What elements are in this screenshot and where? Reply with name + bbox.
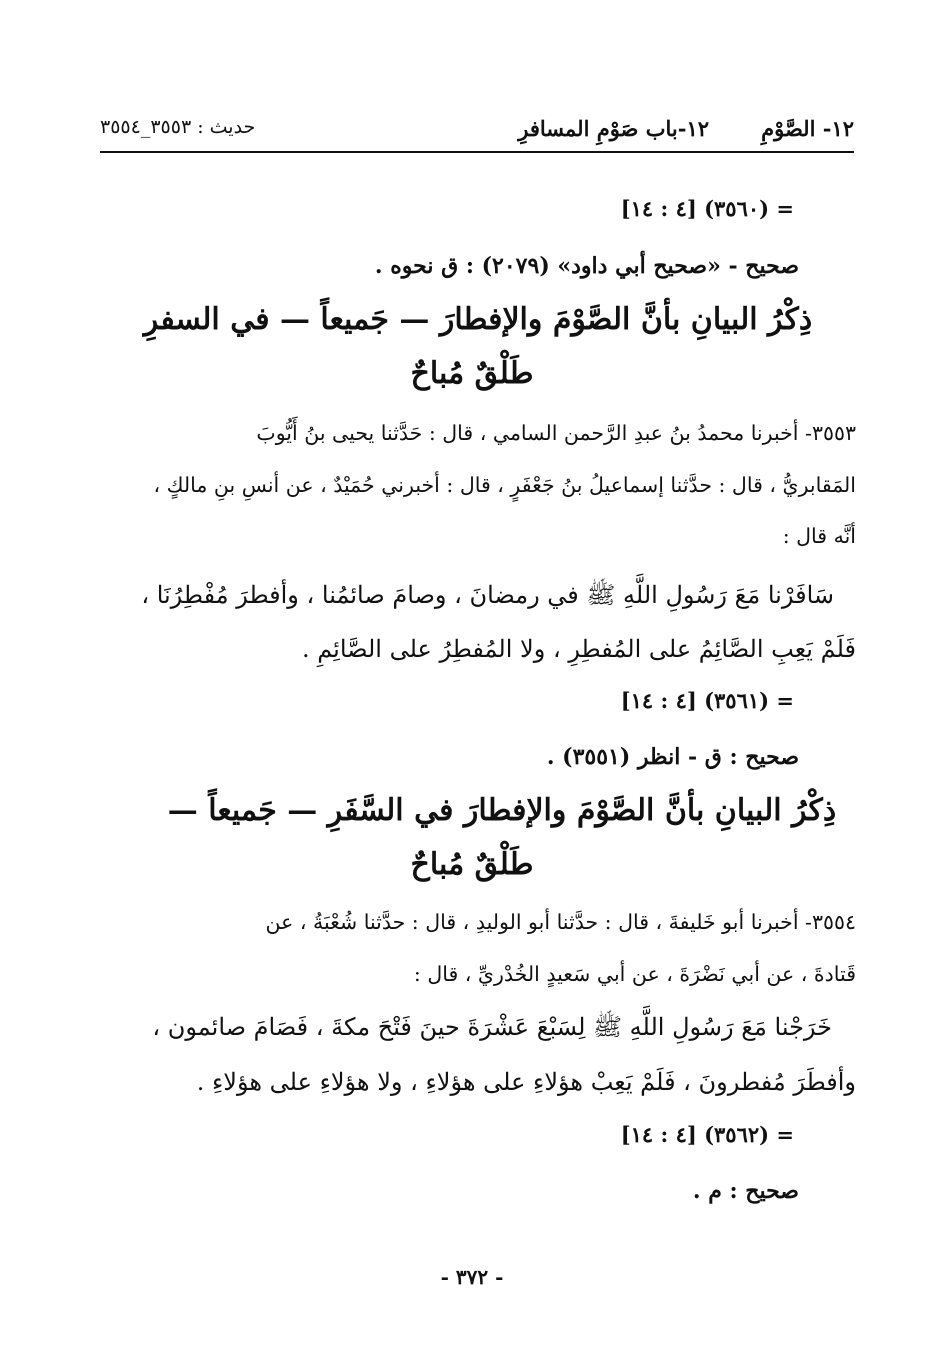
grading-note-1: صحيح - «صحيح أبي داود» (٢٠٧٩) : ق نحوه . bbox=[374, 253, 799, 279]
running-header bbox=[100, 110, 854, 150]
hadith-3554-matn-line2: وأفطَرَ مُفطرونَ ، فَلَمْ يَعِبْ هؤلاءِ على هؤلاءِ ، ولا هؤلاءِ على هؤلاءِ . bbox=[196, 1068, 856, 1096]
section-title: ١٢-باب صَوْمِ المسافرِ bbox=[518, 116, 709, 141]
grading-note-3: صحيح : م . bbox=[692, 1178, 799, 1204]
hadith-3553-isnad-line2: المَقابريُّ ، قال : حدَّثنا إسماعيلُ بنُ جَعْفَرٍ ، قال : أخبرني حُمَيْدٌ ، عن أنسِ بنِ مالكٍ ، bbox=[153, 473, 856, 497]
hadith-3553-matn: سَافَرْنا مَعَ رَسُولِ اللَّهِ ﷺ في رمضانَ ، وصامَ صائمُنا ، وأفطرَ مُفْطِرُنَا ، bbox=[141, 581, 834, 609]
hadith-3554-matn: خَرَجْنا مَعَ رَسُولِ اللَّهِ ﷺ لِسَبْعَ عَشْرَةَ حينَ فَتْحَ مكةَ ، فَصَامَ صائمون ، bbox=[152, 1013, 832, 1041]
hadith-3554-isnad: ٣٥٥٤- أخبرنا أبو خَليفةَ ، قال : حدَّثنا أبو الوليدِ ، قال : حدَّثنا شُعْبَةُ ، عن bbox=[265, 910, 856, 934]
section-heading-1: ذِكْرُ البيانِ بأنَّ الصَّوْمَ والإفطارَ — جَميعاً — في السفرِ bbox=[143, 302, 813, 337]
chapter-title: ١٢- الصَّوْمِ bbox=[761, 116, 854, 141]
cross-reference-3562: = (٣٥٦٢) [٤ : ١٤] bbox=[620, 1122, 794, 1147]
hadith-3553-isnad-line3: أنَّه قال : bbox=[782, 524, 856, 548]
page-number: - ٣٧٢ - bbox=[440, 1265, 504, 1289]
hadith-3553-isnad: ٣٥٥٣- أخبرنا محمدُ بنُ عبدِ الرَّحمن السامي ، قال : حَدَّثنا يحيى بنُ أَيُّوبَ bbox=[256, 421, 856, 445]
section-heading-2: ذِكْرُ البيانِ بأنَّ الصَّوْمَ والإفطارَ في السَّفَرِ — جَميعاً — bbox=[167, 793, 837, 828]
grading-note-2: صحيح : ق - انظر (٣٥٥١) . bbox=[546, 744, 799, 770]
header-rule bbox=[100, 151, 854, 153]
cross-reference-3561: = (٣٥٦١) [٤ : ١٤] bbox=[620, 688, 794, 713]
hadith-range: حديث : ٣٥٥٣_٣٥٥٤ bbox=[100, 116, 256, 138]
hadith-3553-matn-line2: فَلَمْ يَعِبِ الصَّائِمُ على المُفطِرِ ، ولا المُفطِرُ على الصَّائِمِ . bbox=[301, 635, 856, 663]
cross-reference-3560: = (٣٥٦٠) [٤ : ١٤] bbox=[620, 196, 794, 221]
section-heading-2-line2: طَلْقٌ مُباحٌ bbox=[410, 847, 534, 882]
hadith-3554-isnad-line2: قَتادةَ ، عن أبي نَضْرَةَ ، عن أبي سَعيدٍ الخُدْريِّ ، قال : bbox=[413, 962, 856, 986]
section-heading-1-line2: طَلْقٌ مُباحٌ bbox=[410, 356, 534, 391]
